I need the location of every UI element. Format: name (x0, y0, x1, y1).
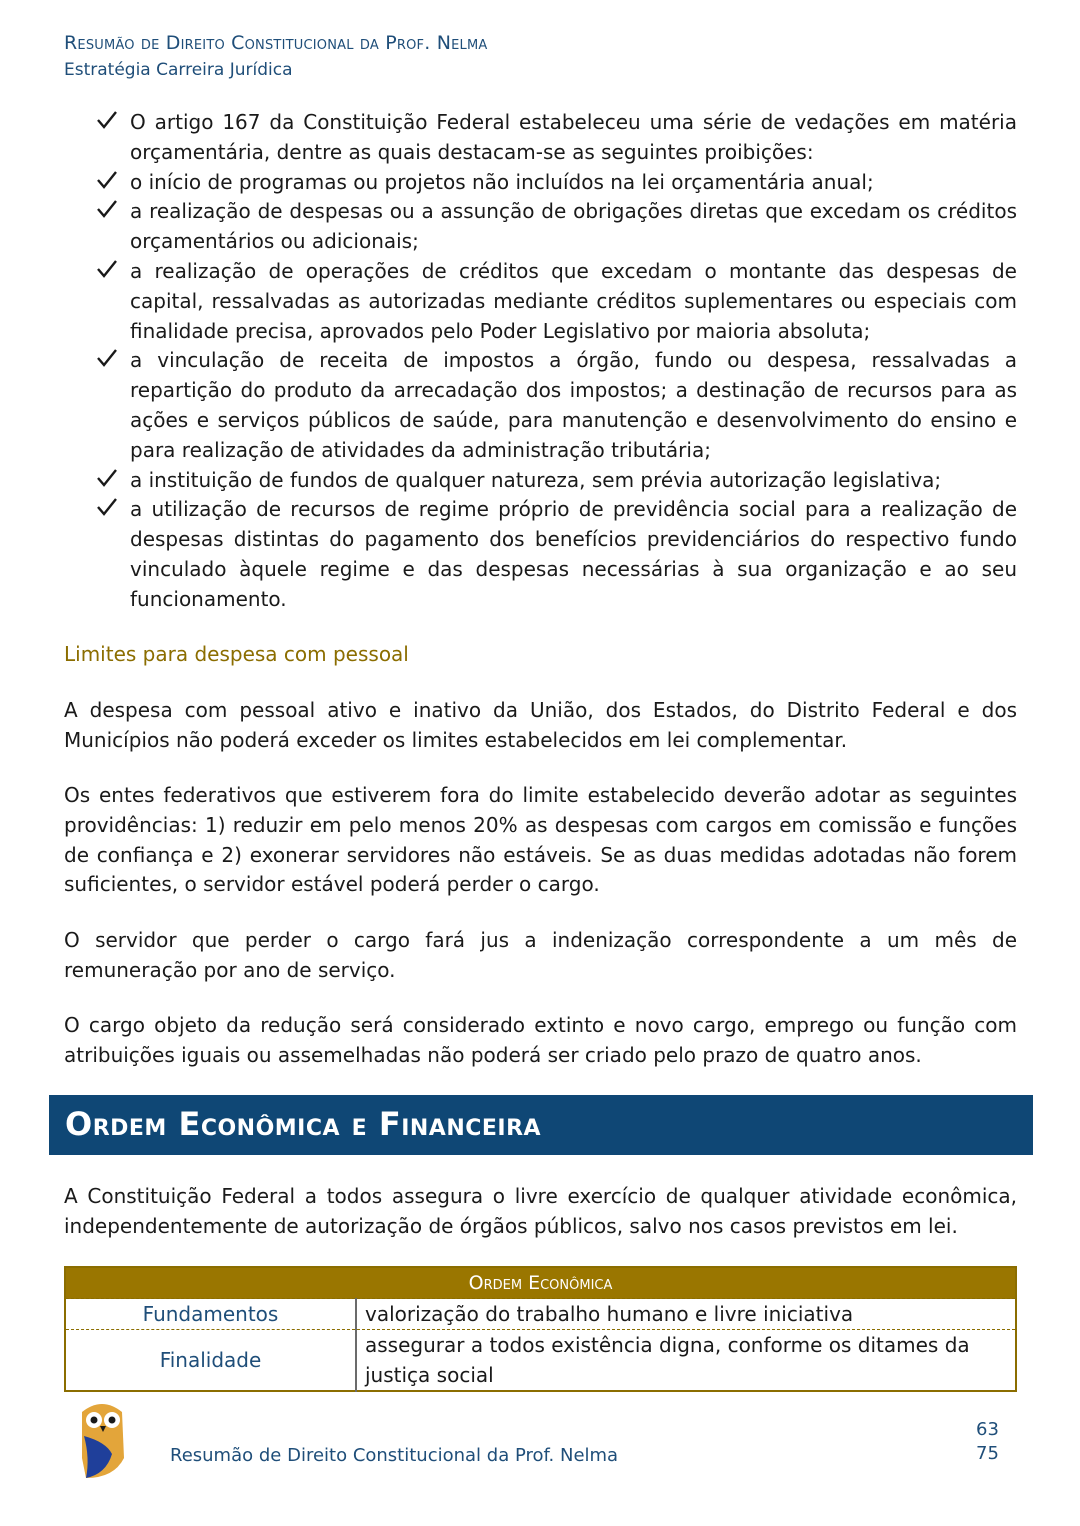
checkmark-icon (96, 197, 120, 226)
checklist-item-text: a vinculação de receita de impostos a órgão, fundo ou despesa, ressalvadas a repartição do produto da arrecadação dos impostos; a destinação de recursos para as ações e serviços públicos de saúde, para manutenção e desenvolvimento do ensino e para realização de atividades da administração tributária; (130, 348, 1017, 462)
footer-title: Resumão de Direito Constitucional da Prof. Nelma (170, 1445, 619, 1466)
checklist-item (96, 257, 1017, 346)
checkmark-icon (96, 257, 120, 286)
paragraph: A despesa com pessoal ativo e inativo da União, dos Estados, do Distrito Federal e dos Municípios não poderá exceder os limites estabelecidos em lei complementar. (64, 698, 1017, 752)
checklist-item (96, 168, 1017, 198)
table-row-label: Finalidade (65, 1330, 356, 1392)
total-pages: 75 (976, 1443, 999, 1464)
checklist-item-text: o início de programas ou projetos não incluídos na lei orçamentária anual; (130, 169, 874, 194)
checklist-item (96, 108, 1017, 168)
checklist-item (96, 466, 1017, 496)
table-row-label: Fundamentos (65, 1299, 356, 1330)
header-title: Resumão de Direito Constitucional da Prof. Nelma (64, 32, 488, 54)
section-intro: A Constituição Federal a todos assegura o livre exercício de qualquer atividade econômica, independentemente de autorização de órgãos públicos, salvo nos casos previstos em lei. (64, 1184, 1017, 1238)
table-row (65, 1299, 1016, 1330)
paragraph: O servidor que perder o cargo fará jus a indenização correspondente a um mês de remuneração por ano de serviço. (64, 928, 1017, 982)
checkmark-icon (96, 495, 120, 524)
ordem-economica-table (64, 1266, 1017, 1392)
table-row-value: assegurar a todos existência digna, conforme os ditames da justiça social (356, 1330, 1016, 1392)
checklist-item-text: a utilização de recursos de regime próprio de previdência social para a realização de despesas distintas do pagamento dos benefícios previdenciários do respectivo fundo vinculado àquele regime e das despesas necessárias à sua organização e ao seu funcionamento. (130, 497, 1017, 611)
table-row-value: valorização do trabalho humano e livre iniciativa (356, 1299, 1016, 1330)
checklist-item-text: a realização de despesas ou a assunção de obrigações diretas que excedam os créditos orçamentários ou adicionais; (130, 199, 1017, 254)
paragraph: O cargo objeto da redução será considerado extinto e novo cargo, emprego ou função com atribuições iguais ou assemelhadas não poderá ser criado pelo prazo de quatro anos. (64, 1013, 1017, 1067)
checklist-item-text: O artigo 167 da Constituição Federal estabeleceu uma série de vedações em matéria orçamentária, dentre as quais destacam-se as seguintes proibições: (130, 110, 1017, 164)
checklist-item (96, 197, 1017, 257)
header-subtitle: Estratégia Carreira Jurídica (64, 60, 293, 80)
prohibitions-checklist (96, 108, 1017, 615)
table-header-row (65, 1267, 1016, 1299)
checklist-item (96, 495, 1017, 614)
table-header: Ordem Econômica (65, 1267, 1016, 1299)
checkmark-icon (96, 108, 120, 137)
checkmark-icon (96, 168, 120, 197)
table-row (65, 1330, 1016, 1392)
current-page: 63 (976, 1419, 999, 1440)
owl-logo-icon (76, 1398, 128, 1480)
checkmark-icon (96, 346, 120, 375)
checklist-item-text: a realização de operações de créditos que excedam o montante das despesas de capital, ressalvadas as autorizadas mediante créditos suplementares ou especiais com finalidade precisa, aprovados pelo Poder Legislativo por maioria absoluta; (130, 258, 1017, 343)
section-title: Ordem Econômica e Financeira (65, 1105, 542, 1143)
subheading: Limites para despesa com pessoal (64, 642, 409, 666)
page-number (976, 1418, 999, 1466)
section-heading-bar (49, 1095, 1033, 1155)
checkmark-icon (96, 466, 120, 495)
checklist-item (96, 346, 1017, 465)
paragraph: Os entes federativos que estiverem fora do limite estabelecido deverão adotar as seguintes providências: 1) reduzir em pelo menos 20% as despesas com cargos em comissão e funções de confiança e 2) exonerar servidores não estáveis. Se as duas medidas adotadas não forem suficientes, o servidor estável poderá perder o cargo. (64, 783, 1017, 897)
checklist-item-text: a instituição de fundos de qualquer natureza, sem prévia autorização legislativa; (130, 467, 942, 492)
